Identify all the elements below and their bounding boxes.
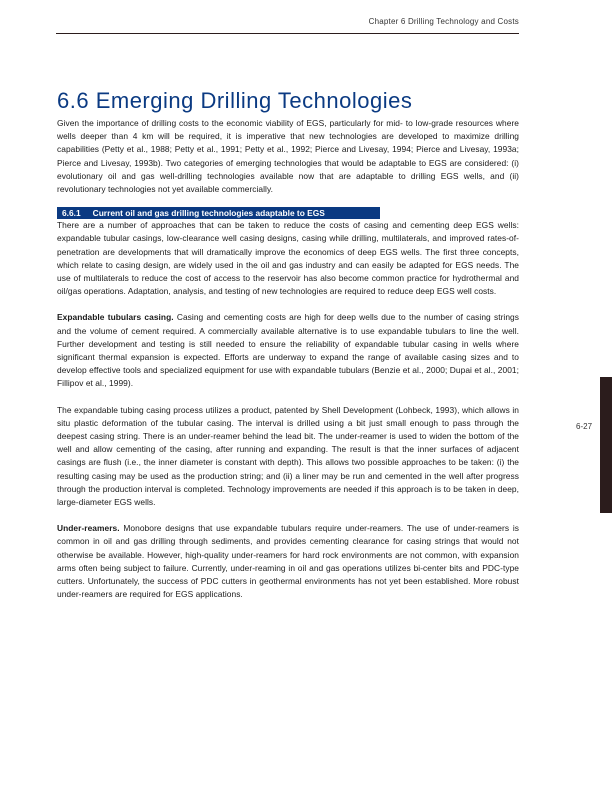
running-head: Chapter 6 Drilling Technology and Costs: [368, 17, 519, 26]
underreamers-text: Monobore designs that use expandable tubulars require under-reamers. The use of under-reamers is common in oil and gas drilling through sediments, and provides cementing clearance for casing strings that would not otherwise be available. However, high-quality under-reamers for hard rock environments are not common, with expansion arms often being subject to failure. Currently, under-reaming in oil and gas operations utilizes bi-center bits and PDC-type cutters. Unfortunately, the success of PDC cutters in geothermal environments has not yet been established. More robust under-reamers are required for EGS applications.: [57, 523, 519, 600]
expandable-paragraph: [57, 311, 519, 390]
subsection-title: Current oil and gas drilling technologies adaptable to EGS: [92, 208, 325, 219]
expandable-text: Casing and cementing costs are high for deep wells due to the number of casing strings and the volume of cement required. A commercially available alternative is to use expandable tubulars to line the well. Further development and testing is still needed to ensure the reliability of expandable tubular casing in wells where significant thermal expansion is expected. Efforts are underway to expand the range of available casing sizes and to develop effective tools and specialized equipment for use with expandable tubulars (Benzie et al., 2000; Dupai et al., 2001; Fillipov et al., 1999).: [57, 312, 519, 389]
header-rule: [56, 33, 519, 34]
page-content: [57, 87, 519, 602]
subsection-number: 6.6.1: [62, 208, 81, 219]
expandable-process-paragraph: The expandable tubing casing process utilizes a product, patented by Shell Development (Lohbeck, 1993), which allows in situ plastic deformation of the tubular casing. The interval is drilled using a bit just small enough to pass through the deepest casing string. There is an under-reamer behind the lead bit. The under-reamer is used to widen the bottom of the well and allow cementing of the casing, after running and expanding. The result is that the inner surfaces of adjacent casings are flush (i.e., the inner diameter is constant with depth). This allows two possible approaches to be taken: (i) the resulting casing may be used as the production string; and (ii) a liner may be run and cemented in the well after progress through the production interval is completed. Technology improvements are needed if this approach is to be taken in deep, large-diameter EGS wells.: [57, 404, 519, 508]
section-title: 6.6 Emerging Drilling Technologies: [57, 88, 413, 113]
underreamers-runin-heading: Under-reamers.: [57, 523, 120, 534]
underreamers-paragraph: [57, 522, 519, 601]
subsection-heading: [57, 207, 380, 219]
page-number: 6-27: [576, 422, 593, 431]
subsection-paragraph: There are a number of approaches that can be taken to reduce the costs of casing and cementing deep EGS wells: expandable tubular casings, low-clearance well casing designs, casing while drilling, multilaterals, and improved rates-of-penetration are developments that will dramatically improve the economics of deep EGS wells. The first three concepts, which relate to casing design, are widely used in the oil and gas industry and can easily be adapted for EGS needs. The use of multilaterals to reduce the cost of access to the reservoir has also become common practice for hydrothermal and oil/gas operations. Adaptation, analysis, and testing of new technologies are required to reduce deep EGS well costs.: [57, 220, 519, 297]
expandable-runin-heading: Expandable tubulars casing.: [57, 312, 174, 323]
intro-paragraph: Given the importance of drilling costs to the economic viability of EGS, particularly for mid- to low-grade resources where wells deeper than 4 km will be required, it is imperative that new technologies are developed to maximize drilling capabilities (Petty et al., 1988; Petty et al., 1991; Petty et al., 1992; Pierce and Livesay, 1994; Pierce and Livesay, 1993a; Pierce and Livesay, 1993b). Two categories of emerging technologies that would be adaptable to EGS are considered: (i) evolutionary oil and gas well-drilling technologies available now that are adaptable to drilling EGS wells, and (ii) revolutionary technologies not yet available commercially.: [57, 118, 519, 195]
chapter-side-tab: [600, 377, 612, 513]
